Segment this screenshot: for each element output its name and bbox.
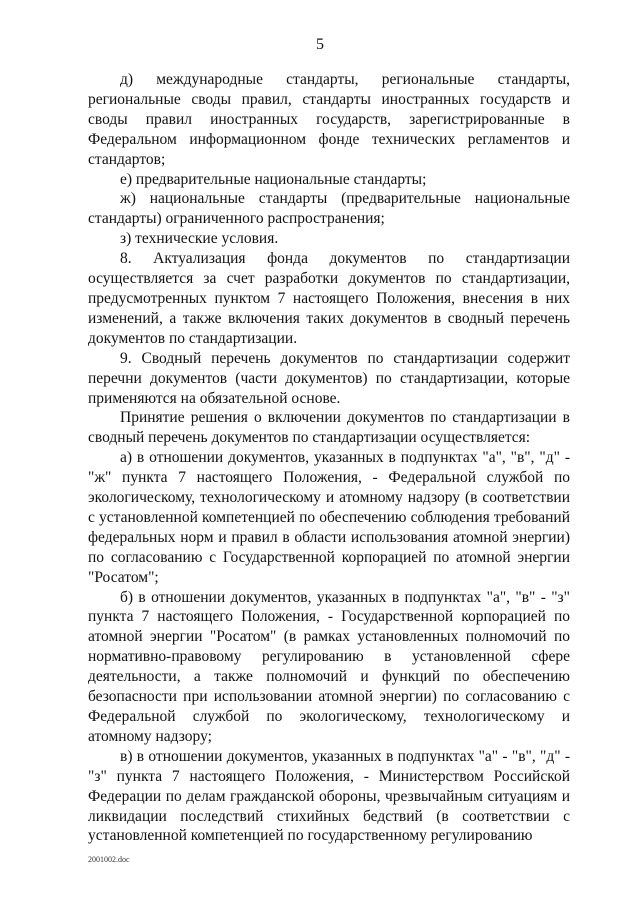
paragraph-subitem-v: в) в отношении документов, указанных в подпунктах "а" - "в", "д" - "з" пункта 7 настоящего Положения, - Министерством Российской Федерации по делам гражданской обороны, чрезвычайным ситуациям и ликвидации последствий стихийных бедствий (в соответствии с установленной компетенцией по государственному регулированию — [88, 747, 570, 845]
paragraph-subitem-b: б) в отношении документов, указанных в подпунктах "а", "в" - "з" пункта 7 настоящего Положения, - Государственной корпорацией по атомной энергии "Росатом" (в рамках установленных полномочий по нормативно-правовому регулированию в установленной сфере деятельности, а также полномочий и функций по обеспечению безопасности при использовании атомной энергии) по согласованию с Федеральной службой по экологическому, технологическому и атомному надзору; — [88, 588, 570, 745]
paragraph-item-z: з) технические условия. — [120, 230, 279, 248]
page-number: 5 — [316, 36, 324, 53]
paragraph-decision-intro: Принятие решения о включении документов по стандартизации в сводный перечень документов по стандартизации осуществляется: — [88, 409, 570, 447]
paragraph-item-d: д) международные стандарты, региональные стандарты, региональные своды правил, стандарты иностранных государств и своды правил иностранных государств, зарегистрированные в Федеральном информационном фонде технических регламентов и стандартов; — [88, 71, 570, 168]
paragraph-clause-9: 9. Сводный перечень документов по стандартизации содержит перечни документов (части документов) по стандартизации, которые применяются на обязательной основе. — [88, 349, 570, 407]
paragraph-subitem-a: а) в отношении документов, указанных в подпунктах "а", "в", "д" - "ж" пункта 7 настоящего Положения, - Федеральной службой по экологическому, технологическому и атомному надзору (в соответствии с установленной компетенцией по обеспечению соблюдения требований федеральных норм и правил в области использования атомной энергии) по согласованию с Государственной корпорацией по атомной энергии "Росатом"; — [88, 449, 570, 586]
paragraph-item-e: е) предварительные национальные стандарты; — [120, 170, 427, 188]
paragraph-item-zh: ж) национальные стандарты (предварительные национальные стандарты) ограниченного распространения; — [88, 190, 570, 228]
paragraph-clause-8: 8. Актуализация фонда документов по стандартизации осуществляется за счет разработки документов по стандартизации, предусмотренных пунктом 7 настоящего Положения, внесения в них изменений, а также включения таких документов в сводный перечень документов по стандартизации. — [88, 250, 570, 347]
file-name-footer: 2001002.doc — [88, 855, 130, 864]
body-text — [88, 70, 570, 846]
